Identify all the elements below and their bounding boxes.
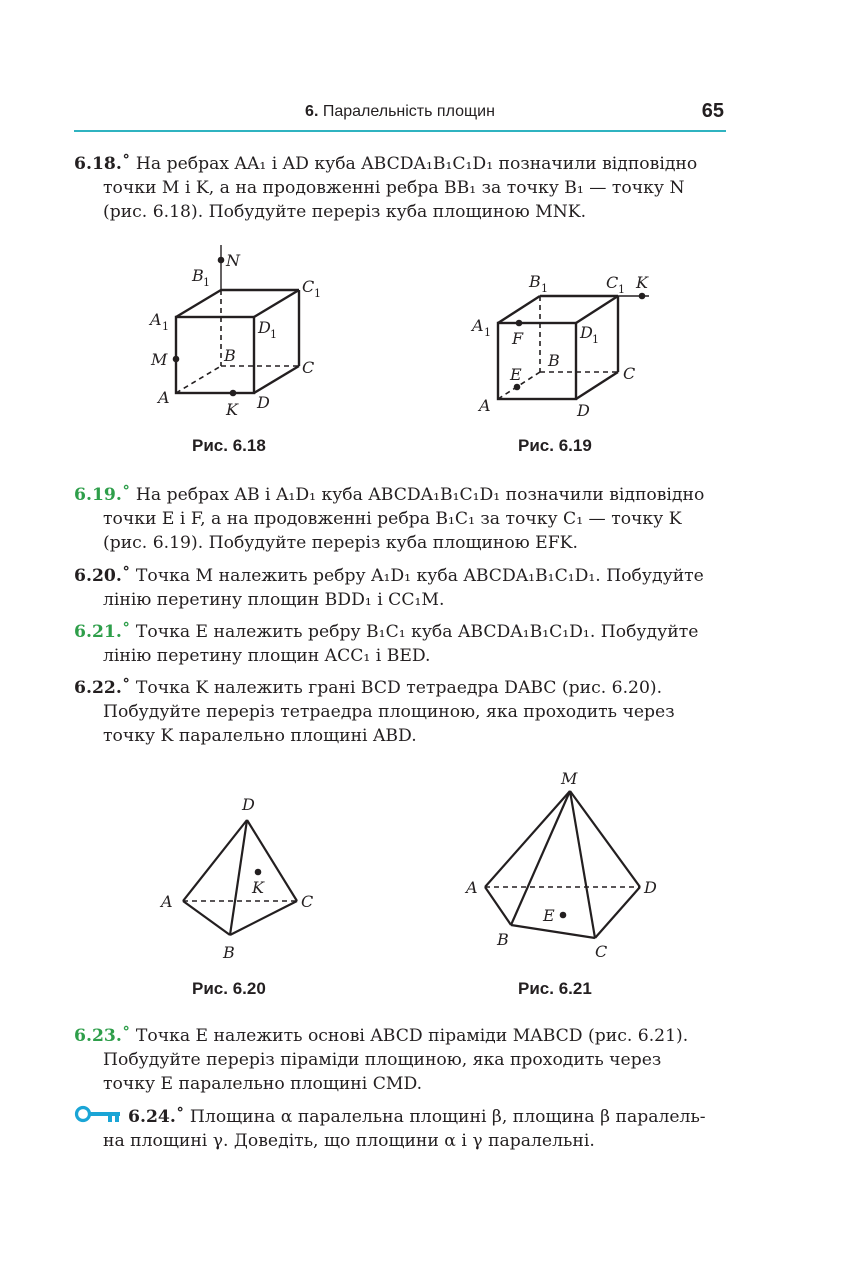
label-B1: B [192,266,204,285]
label-D1: D [580,323,593,342]
caption-6-18: Рис. 6.18 [192,436,266,455]
label-B1: B [529,272,541,291]
problem-6-20: 6.20.˚ Точка M належить ребру A₁D₁ куба ABCDA₁B₁C₁D₁. Побудуйте лінію перетину площин BDD₁ і CC₁M. [74,566,704,610]
label-A: A [161,892,173,911]
label-K: K [226,400,238,419]
problem-6-23: 6.23.˚ Точка E належить основі ABCD піраміди MABCD (рис. 6.21). Побудуйте переріз піраміди площиною, яка проходить через точку E паралельно площині CMD. [74,1026,689,1094]
label-B: B [548,351,560,370]
label-C1: C [606,273,619,292]
label-A1: A [150,310,162,329]
problem-6-18: 6.18.˚ На ребрах AA₁ і AD куба ABCDA₁B₁C₁D₁ позначили відповідно точки M і K, а на продовженні ребра BB₁ за точку B₁ — точку N (рис. 6.18). Побудуйте переріз куба площиною MNK. [74,154,698,222]
svg-text:1: 1 [618,283,625,296]
label-E: E [510,365,522,384]
svg-text:1: 1 [314,287,321,300]
label-F: F [512,329,524,348]
problem-number: 6.21.˚ [74,622,131,642]
label-M: M [151,350,168,369]
caption-6-21: Рис. 6.21 [518,979,592,998]
svg-text:1: 1 [484,326,491,339]
problem-6-24: 6.24.˚ Площина α паралельна площині β, площина β паралель- на площині γ. Доведіть, що площини α і γ паралельні. [103,1107,706,1151]
problem-number: 6.19.˚ [74,485,131,505]
svg-text:1: 1 [162,320,169,333]
label-A: A [158,388,170,407]
label-B: B [223,943,235,962]
figure-6-18 [140,245,340,420]
svg-text:1: 1 [592,333,599,346]
running-header [74,100,726,132]
label-A1: A [472,316,484,335]
problem-6-21: 6.21.˚ Точка E належить ребру B₁C₁ куба ABCDA₁B₁C₁D₁. Побудуйте лінію перетину площин ACC₁ і BED. [74,622,699,666]
svg-text:1: 1 [270,328,277,341]
label-D: D [257,393,270,412]
figure-6-21 [460,765,670,965]
label-C: C [302,358,315,377]
label-B: B [497,930,509,949]
problem-number: 6.18.˚ [74,154,131,174]
label-C1: C [302,277,315,296]
label-A: A [479,396,491,415]
label-C: C [595,942,608,961]
label-E: E [543,906,555,925]
problem-6-22: 6.22.˚ Точка K належить грані BCD тетраедра DABC (рис. 6.20). Побудуйте переріз тетраедра площиною, яка проходить через точку K паралельно площині ABD. [74,678,675,746]
figure-6-20 [150,790,330,965]
label-D: D [644,878,657,897]
label-B: B [224,346,236,365]
problem-number: 6.23.˚ [74,1026,131,1046]
label-C: C [301,892,314,911]
figure-6-19 [465,270,675,420]
label-D: D [577,401,590,420]
problem-6-19: 6.19.˚ На ребрах AB і A₁D₁ куба ABCDA₁B₁C₁D₁ позначили відповідно точки E і F, а на продовженні ребра B₁C₁ за точку C₁ — точку K (рис. 6.19). Побудуйте переріз куба площиною EFK. [74,485,705,553]
page-number: 65 [701,100,724,122]
label-K: K [252,878,264,897]
svg-text:1: 1 [541,282,548,295]
label-D1: D [258,318,271,337]
problem-number: 6.20.˚ [74,566,131,586]
caption-6-20: Рис. 6.20 [192,979,266,998]
label-A: A [466,878,478,897]
problem-number: 6.24.˚ [128,1107,185,1127]
svg-text:1: 1 [203,276,210,289]
label-M: M [561,769,578,788]
label-C: C [623,364,636,383]
label-K: K [636,273,648,292]
label-N: N [226,251,240,270]
problem-number: 6.22.˚ [74,678,131,698]
caption-6-19: Рис. 6.19 [518,436,592,455]
chapter-title: 6. Паралельність площин [305,103,495,120]
label-D: D [242,795,255,814]
